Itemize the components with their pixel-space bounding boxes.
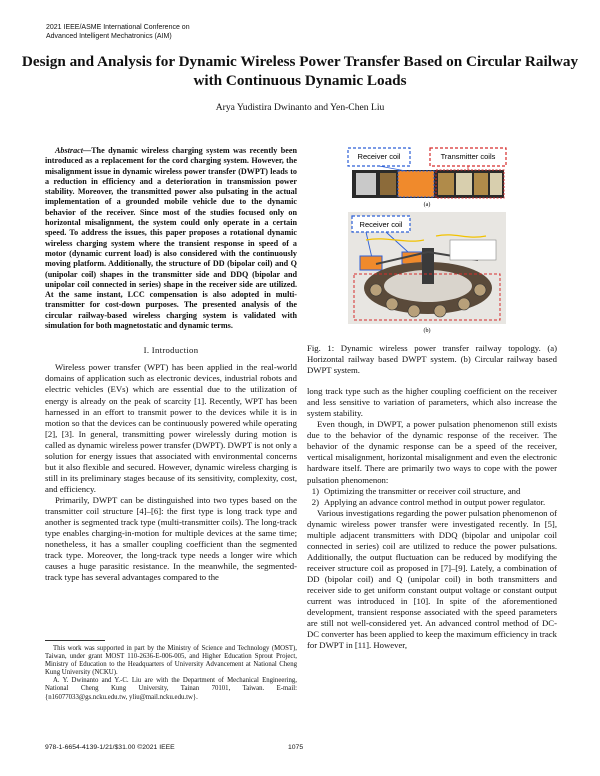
receiver-label-b: Receiver coil (359, 220, 403, 229)
figure-1 (346, 140, 508, 335)
receiver-coil-block (398, 171, 434, 197)
subfigure-b-label: (b) (423, 328, 431, 334)
page-number: 1075 (288, 744, 304, 751)
coil-segment (474, 173, 488, 195)
footnote-affiliation: A. Y. Dwinanto and Y.-C. Liu are with the Department of Mechanical Engineering, National Cheng Kung University, Tainan 70101, Taiwan. E-mail: {n16077033@gs.ncku.edu.tw, yliu@mail.ncku.edu.tw}. (45, 677, 297, 701)
isbn-line: 978-1-6654-4139-1/21/$31.00 ©2021 IEEE (45, 744, 175, 751)
list-number: 1) (311, 485, 319, 496)
transmitter-coil-b (458, 298, 470, 310)
right-column (307, 343, 557, 651)
list-text: Optimizing the transmitter or receiver coil structure, and (324, 485, 521, 496)
author-list: Arya Yudistira Dwinanto and Yen-Chen Liu (215, 102, 385, 113)
subfigure-a-label: (a) (423, 202, 431, 208)
conference-line-2: Advanced Intelligent Mechatronics (AIM) (46, 32, 172, 40)
coil-segment (356, 173, 376, 195)
intro-paragraph-2: Primarily, DWPT can be distinguished into two types based on the transmitter coil structure [4]–[6]: the first type is long track type and another is segmented track type (multi-transmitter coils). The long-track type enables charging-in-motion for multiple devices at the same time; nonetheless, it has a smaller coupling coefficient than the segmented track type. Moreover, the long-track type needs a longer wire which causes a huge parasitic resistance. In the meanwhile, the segmented-track type has several advantages compared to the (45, 494, 297, 583)
figure-1-caption: Fig. 1: Dynamic wireless power transfer railway topology. (a) Horizontal railway based DWPT system. (b) Circular railway based DWPT system. (307, 343, 557, 376)
footnote-divider (45, 640, 105, 641)
transmitter-label-a: Transmitter coils (440, 152, 496, 161)
figure-1a-horizontal-railway (348, 148, 506, 208)
footnote (45, 645, 297, 702)
figure-1b-circular-railway (348, 212, 506, 334)
list-item (307, 497, 557, 508)
list-number: 2) (311, 496, 319, 507)
transmitter-coil-b (474, 284, 486, 296)
coil-segment (380, 173, 396, 195)
transmitter-coil-b (408, 305, 420, 317)
conference-header (46, 24, 190, 41)
intro-paragraph-1: Wireless power transfer (WPT) has been applied in the real-world domains of application such as electronic devices, industrial robots and electric vehicles (EVs) which are essential due to the utilization of energy is already on the peak of scarcity [1]. Recently, WPT has been harnessed in an effort to transmit power to the devices while it is in motion so that the devices can be continuously powered while operating [2], [3]. In general, transmitting power wirelessly during motion is called as dynamic wireless power transfer (DWPT). DWPT is not only a solution for energy issues that associated with environmental concerns but it also flexible and secured. However, dynamic wireless charging is still in its preliminary stages because of its sensitivity, complexity, cost, and efficiency. (45, 362, 297, 494)
abstract-text: —The dynamic wireless charging system was recently been introduced as a replacement for the cord charging system. However, the misalignment issue in dynamic wireless power transfer (DWPT) leads to a reduction in efficiency and a deterioration in transmission power stability. Moreover, the transmitted power also pulsating in the actual implementation of a grounded mobile vehicle due to the dynamic behavior of the receiver. Since most of the studies focused only on horizontal misalignment, the system could only operate in a certain speed. To address the issues, this paper proposes a rotational dynamic wireless charging system where the transient response in speed of a motor (dynamic current load) is also considered with the continuously moving platform. Additionally, the structure of DD (bipolar coil) and Q (unipolar coil) shapes in the transmitter side and DDQ (bipolar and unipolar coil connected in series) shape in the receiver side are utilized. At the same instant, LCC compensation is also adopted in multi-transmitter for cost-down purposes. The presented analysis of the circular railway-based wireless charging system is validated with simulation for both magnetostatic and dynamic terms. (45, 146, 297, 331)
receiver-label-a: Receiver coil (357, 152, 401, 161)
coil-segment (438, 173, 454, 195)
coping-methods-list (307, 486, 557, 508)
coil-segment (456, 173, 472, 195)
footnote-funding: This work was supported in part by the Ministry of Science and Technology (MOST), Taiwan, under grant MOST 110-2636-E-006-005, and Higher Education Sprout Project, Ministry of Education to the Headquarters of University Advancement at National Cheng Kung University (NCKU). (45, 645, 297, 677)
right-paragraph-2: Even though, in DWPT, a power pulsation phenomenon still exists due to the behavior of the dynamic response of the receiver. The behavior of the dynamic response can be a speed of the receiver, vertical misalignment, horizontal misalignment and even the electronic hardware itself. There are primarily two ways to cope with the power pulsation phenomenon: (307, 419, 557, 485)
abstract-label: Abstract (55, 146, 83, 155)
conference-line-1: 2021 IEEE/ASME International Conference on (46, 24, 190, 31)
right-paragraph-1: long track type such as the higher coupling coefficient on the receiver and less sensitive to variation of parameters, which also increase the system stability. (307, 386, 557, 419)
list-item (307, 486, 557, 497)
transmitter-coil-b (370, 284, 382, 296)
abstract (45, 146, 297, 331)
left-column (45, 146, 297, 583)
section-heading-introduction: I. Introduction (143, 345, 199, 356)
coil-segment (490, 173, 502, 195)
lab-equipment (450, 240, 496, 260)
right-paragraph-3: Various investigations regarding the power pulsation phenomenon of dynamic wireless power transfer were investigated recently. In [5], multiple adjacent transmitters with DDQ (bipolar and unipolar coil connected in series) coil are utilized to reduce the power pulsations. Additionally, the output fluctuation can be reduced by modifying the receiver structure coil as proposed in [7]–[9]. Lately, a combination of DD (bipolar coil) and Q (unipolar coil) in both transmitters and receiver side to get uniform constant output voltage or constant output current was introduced in [10]. In spite of the aforementioned development, transient response associated with the speed parameters are still not well-considered yet. An advanced control method of DC-DC converter has been applied to keep the maximum efficiency in track for DWPT in [11]. However, (307, 507, 557, 651)
paper-title: Design and Analysis for Dynamic Wireless Power Transfer Based on Circular Railway with Continuous Dynamic Loads (21, 53, 579, 89)
transmitter-coil-b (386, 298, 398, 310)
list-text: Applying an advance control method in output power regulator. (324, 496, 546, 507)
transmitter-coil-b (434, 305, 446, 317)
